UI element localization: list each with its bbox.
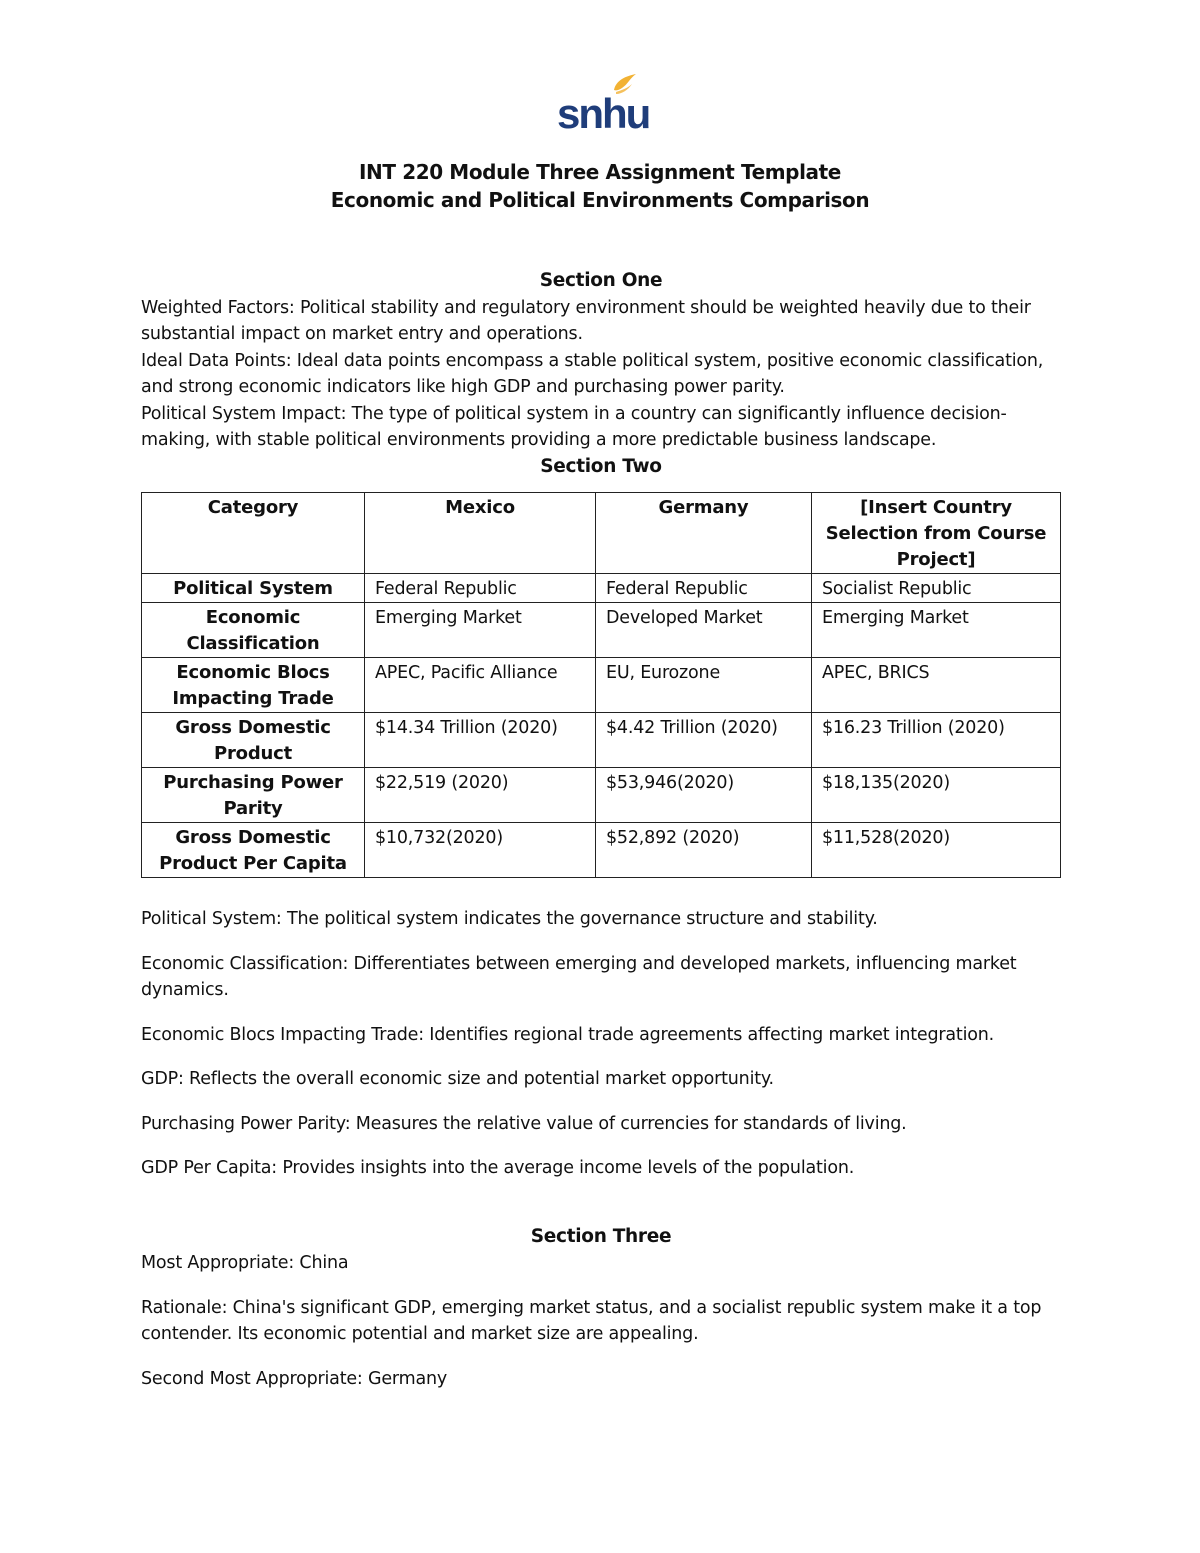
logo-wordmark: snhu <box>557 90 650 137</box>
table-cell: $4.42 Trillion (2020) <box>596 713 812 768</box>
table-cell: $14.34 Trillion (2020) <box>365 713 596 768</box>
table-row <box>142 823 1061 878</box>
definition-gdp-per-capita: GDP Per Capita: Provides insights into the average income levels of the population. <box>141 1158 855 1178</box>
document-title <box>0 158 1200 214</box>
definition-economic-blocs: Economic Blocs Impacting Trade: Identifies regional trade agreements affecting market integration. <box>141 1024 995 1045</box>
row-label: Gross Domestic Product Per Capita <box>142 823 365 878</box>
section-two-heading: Section Two <box>540 455 662 477</box>
row-label: Economic Blocs Impacting Trade <box>142 658 365 713</box>
second-most-appropriate: Second Most Appropriate: Germany <box>141 1368 448 1389</box>
table-cell: $52,892 (2020) <box>596 823 812 878</box>
weighted-factors-paragraph: Weighted Factors: Political stability and regulatory environment should be weighted heavily due to their substantial impact on market entry and operations. <box>141 297 1031 344</box>
table-cell: APEC, BRICS <box>812 658 1061 713</box>
section-three-heading: Section Three <box>530 1225 672 1247</box>
table-cell: $11,528(2020) <box>812 823 1061 878</box>
header-germany: Germany <box>596 493 812 574</box>
table-cell: Federal Republic <box>596 574 812 603</box>
table-cell: Socialist Republic <box>812 574 1061 603</box>
definitions-list <box>141 906 1061 1182</box>
flame-icon <box>614 74 636 90</box>
row-label: Purchasing Power Parity <box>142 768 365 823</box>
table-cell: $16.23 Trillion (2020) <box>812 713 1061 768</box>
header-mexico: Mexico <box>365 493 596 574</box>
header-insert-country: [Insert Country Selection from Course Project] <box>812 493 1061 574</box>
comparison-table <box>141 492 1061 878</box>
comparison-table-wrapper <box>141 492 1061 878</box>
table-header-row <box>142 493 1061 574</box>
table-cell: Developed Market <box>596 603 812 658</box>
table-row <box>142 574 1061 603</box>
table-cell: $22,519 (2020) <box>365 768 596 823</box>
document-body <box>141 268 1061 1392</box>
table-cell: $18,135(2020) <box>812 768 1061 823</box>
title-line-2: Economic and Political Environments Comparison <box>330 188 870 212</box>
row-label: Economic Classification <box>142 603 365 658</box>
political-system-impact-paragraph: Political System Impact: The type of political system in a country can significantly influence decision-making, with stable political environments providing a more predictable business landscape. <box>141 403 1007 450</box>
table-cell: Federal Republic <box>365 574 596 603</box>
definition-political-system: Political System: The political system indicates the governance structure and stability. <box>141 909 878 929</box>
table-row <box>142 603 1061 658</box>
header-category: Category <box>142 493 365 574</box>
rationale: Rationale: China's significant GDP, emerging market status, and a socialist republic system make it a top contender. Its economic potential and market size are appealing. <box>141 1297 1042 1344</box>
ideal-data-points-paragraph: Ideal Data Points: Ideal data points encompass a stable political system, positive economic classification, and strong economic indicators like high GDP and purchasing power parity. <box>141 350 1044 397</box>
logo-graphic <box>556 72 650 137</box>
table-cell: APEC, Pacific Alliance <box>365 658 596 713</box>
table-row <box>142 768 1061 823</box>
definition-ppp: Purchasing Power Parity: Measures the relative value of currencies for standards of living. <box>141 1113 907 1134</box>
row-label: Political System <box>142 574 365 603</box>
section-one-heading: Section One <box>539 270 663 291</box>
row-label: Gross Domestic Product <box>142 713 365 768</box>
table-cell: $10,732(2020) <box>365 823 596 878</box>
definition-economic-classification: Economic Classification: Differentiates between emerging and developed markets, influencing market dynamics. <box>141 953 1017 1000</box>
snhu-logo <box>556 72 650 137</box>
table-cell: EU, Eurozone <box>596 658 812 713</box>
spacer <box>141 1200 1061 1224</box>
table-cell: Emerging Market <box>812 603 1061 658</box>
title-line-1: INT 220 Module Three Assignment Template <box>359 160 841 184</box>
table-row <box>142 658 1061 713</box>
table-cell: $53,946(2020) <box>596 768 812 823</box>
table-row <box>142 713 1061 768</box>
most-appropriate: Most Appropriate: China <box>141 1253 349 1273</box>
table-cell: Emerging Market <box>365 603 596 658</box>
definition-gdp: GDP: Reflects the overall economic size and potential market opportunity. <box>141 1069 774 1089</box>
